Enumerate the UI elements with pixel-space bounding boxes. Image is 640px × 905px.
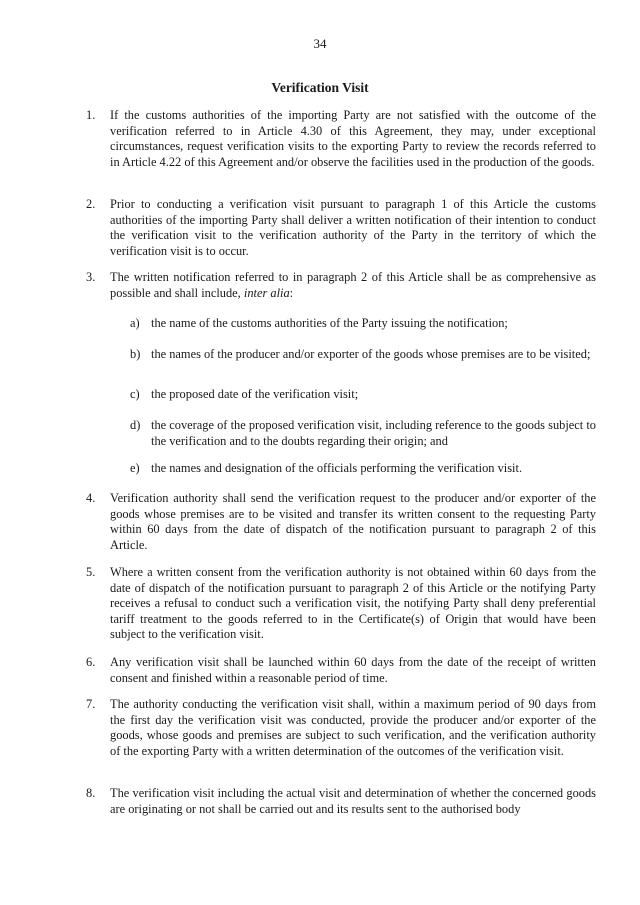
subitem-text: the proposed date of the verification visit;: [151, 387, 359, 401]
paragraph-text: The verification visit including the actual visit and determination of whether the concerned goods are originating or not shall be carried out and its results sent to the authorised body: [110, 786, 596, 816]
subitem-d: [130, 418, 596, 449]
paragraph-2: [86, 197, 596, 259]
paragraph-6: [86, 655, 596, 686]
subitem-c: [130, 387, 596, 403]
paragraph-number: 2.: [86, 197, 96, 211]
subitem-label: c): [130, 387, 140, 401]
paragraph-number: 1.: [86, 108, 96, 122]
page-number: 34: [313, 36, 327, 51]
paragraph-number: 3.: [86, 270, 96, 284]
paragraph-4: [86, 491, 596, 553]
paragraph-text: Prior to conducting a verification visit pursuant to paragraph 1 of this Article the customs authorities of the importing Party shall deliver a written notification of their intention to conduct the verification visit to the verification authority of the Party in the territory of which the verification visit is to occur.: [110, 197, 596, 258]
paragraph-text: Where a written consent from the verification authority is not obtained within 60 days from the date of dispatch of the notification pursuant to paragraph 2 of this Article or the notifying Party receives a refusal to conduct such a verification visit, the notifying Party shall deny preferential tariff treatment to the goods referred to in the Certificate(s) of Origin that would have been subject to the verification visit.: [110, 565, 596, 642]
subitem-label: a): [130, 316, 140, 330]
paragraph-number: 8.: [86, 786, 96, 800]
paragraph-text: Any verification visit shall be launched within 60 days from the date of the receipt of written consent and finished within a reasonable period of time.: [110, 655, 596, 685]
subitem-text: the names and designation of the officials performing the verification visit.: [151, 461, 523, 475]
paragraph-5: [86, 565, 596, 643]
subitem-a: [130, 316, 596, 332]
paragraph-text-wrap: [110, 270, 596, 301]
section-heading: Verification Visit: [271, 80, 369, 95]
paragraph-7: [86, 697, 596, 759]
paragraph-text: If the customs authorities of the importing Party are not satisfied with the outcome of the verification referred to in Article 4.30 of this Agreement, they may, under exceptional circumstances, request verification visits to the exporting Party to review the records referred to in Article 4.22 of this Agreement and/or observe the facilities used in the production of the goods.: [110, 108, 596, 169]
subitem-label: e): [130, 461, 140, 475]
subitem-b: [130, 347, 596, 363]
paragraph-3: [86, 270, 596, 301]
subitem-text: the name of the customs authorities of the Party issuing the notification;: [151, 316, 508, 330]
paragraph-text: The authority conducting the verification visit shall, within a maximum period of 90 days from the first day the verification visit was conducted, provide the producer and/or exporter of the goods, whose goods and premises are subject to such verification, and the verification authority of the exporting Party with a written determination of the outcomes of the verification visit.: [110, 697, 596, 758]
subitem-label: d): [130, 418, 141, 432]
subitem-text: the names of the producer and/or exporter of the goods whose premises are to be visited;: [151, 347, 591, 361]
paragraph-number: 7.: [86, 697, 96, 711]
paragraph-text-end: :: [289, 285, 294, 300]
paragraph-text: Verification authority shall send the verification request to the producer and/or exporter of the goods whose premises are to be visited and transfer its written consent to the requesting Party within 60 days from the date of dispatch of the notification pursuant to paragraph 2 of this Article.: [110, 491, 596, 552]
paragraph-text: The written notification referred to in paragraph 2 of this Article shall be as comprehensive as possible and shall include,: [110, 270, 596, 300]
paragraph-number: 4.: [86, 491, 96, 505]
subitem-label: b): [130, 347, 141, 361]
subitem-e: [130, 461, 596, 477]
paragraph-8: [86, 786, 596, 817]
paragraph-italic-text: inter alia: [243, 285, 290, 300]
paragraph-number: 6.: [86, 655, 96, 669]
subitem-text: the coverage of the proposed verification visit, including reference to the goods subject to the verification and to the doubts regarding their origin; and: [151, 418, 596, 448]
paragraph-1: [86, 108, 596, 170]
paragraph-number: 5.: [86, 565, 96, 579]
